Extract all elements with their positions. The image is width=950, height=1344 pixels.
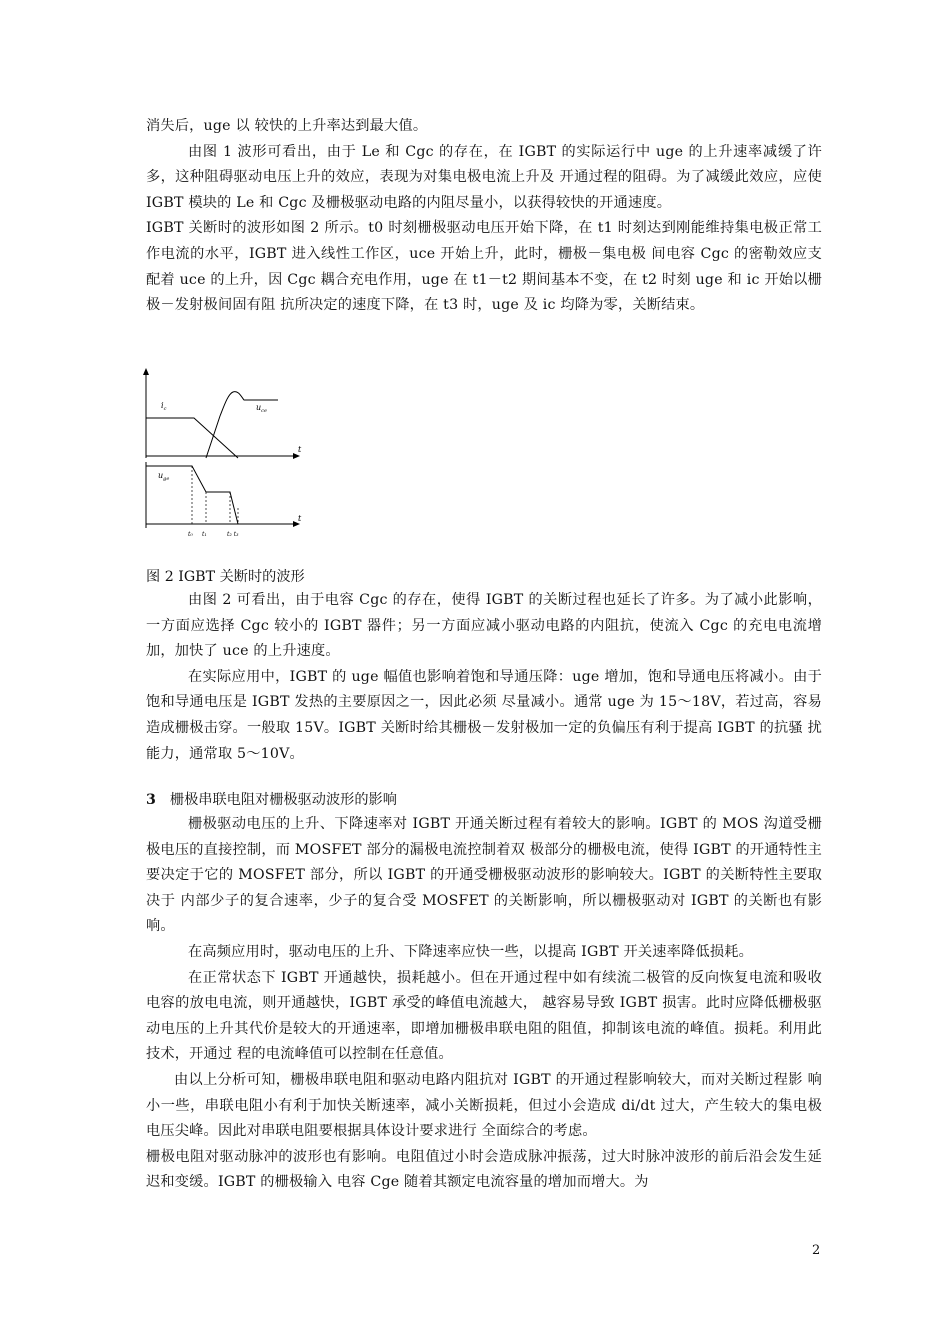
section-number: 3 (146, 792, 156, 808)
paragraph: 在实际应用中，IGBT 的 uge 幅值也影响着饱和导通压降：uge 增加，饱和导通电压将减小。由于饱和导通电压是 IGBT 发热的主要原因之一，因此必须 尽量减小。通常 uge 为 15～18V，若过高，容易造成栅极击穿。一般取 15V。IGBT 关断时给其栅极－发射极加一定的负偏压有利于提高 IGBT 的抗骚 扰能力，通常取 5～10V。 (146, 668, 822, 762)
uge-label: $u_{ge}$ (158, 471, 170, 482)
paragraph: 在高频应用时，驱动电压的上升、下降速率应快一些，以提高 IGBT 开关速率降低损耗。 (188, 943, 753, 960)
paragraph: 消失后，uge 以 较快的上升率达到最大值。 (146, 118, 428, 134)
figure-caption: 图 2 IGBT 关断时的波形 (146, 569, 305, 585)
paragraph: 由图 2 可看出，由于电容 Cgc 的存在，使得 IGBT 的关断过程也延长了许多。为了减小此影响，一方面应选择 Cgc 较小的 IGBT 器件；另一方面应减小驱动电路的内阻抗，使流入 Cgc 的充电电流增加，加快了 uce 的上升速度。 (146, 592, 822, 660)
section-heading (146, 788, 397, 814)
tick-t0: t₀ (188, 531, 193, 538)
paragraph-block-3 (146, 812, 822, 1196)
section-title-text: 栅极串联电阻对栅极驱动波形的影响 (169, 792, 397, 808)
paragraph: 由以上分析可知，栅极串联电阻和驱动电路内阻抗对 IGBT 的开通过程影响较大，而对关断过程影 响小一些，串联电阻小有利于加快关断速率，减小关断损耗，但过小会造成 di/dt 过大，产生较大的集电极电压尖峰。因此对串联电阻要根据具体设计要求进行 全面综合的考虑。 (146, 1071, 822, 1140)
uce-waveform (206, 392, 278, 458)
turnoff-waveform-figure (138, 366, 318, 542)
paragraph-block-1 (146, 114, 822, 319)
paragraph: IGBT 关断时的波形如图 2 所示。t0 时刻栅极驱动电压开始下降，在 t1 时刻达到刚能维持集电极正常工作电流的水平，IGBT 进入线性工作区，uce 开始上升，此时，栅极－集电极 间电容 Cgc 的密勒效应支配着 uce 的上升，因 Cgc 耦合充电作用，uge 在 t1－t2 期间基本不变，在 t2 时刻 uge 和 ic 开始以栅极－发射极间固有阻 抗所决定的速度下降，在 t3 时，uge 及 ic 均降为零，关断结束。 (146, 220, 822, 314)
paragraph-block-2 (146, 588, 822, 767)
ic-label: $i_c$ (161, 401, 167, 412)
tick-t2-t3: t₂ t₃ (227, 531, 239, 538)
bottom-t-label: t (298, 514, 302, 523)
paragraph: 栅极电阻对驱动脉冲的波形也有影响。电阻值过小时会造成脉冲振荡，过大时脉冲波形的前后沿会发生延迟和变缓。IGBT 的栅极输入 电容 Cge 随着其额定电流容量的增加而增大。为 (146, 1148, 822, 1191)
paragraph: 由图 1 波形可看出，由于 Le 和 Cgc 的存在，在 IGBT 的实际运行中 uge 的上升速率减缓了许多，这种阻碍驱动电压上升的效应，表现为对集电极电流上升及 开通过程的阻碍。为了减缓此效应，应使 IGBT 模块的 Le 和 Cgc 及栅极驱动电路的内阻尽量小，以获得较快的开通速度。 (146, 143, 822, 211)
top-t-label: t (298, 445, 302, 454)
uce-label: $u_{ce}$ (256, 403, 267, 414)
ic-waveform (146, 418, 238, 458)
page-number: 2 (812, 1243, 821, 1258)
waveform-diagram (138, 366, 318, 542)
paragraph: 栅极驱动电压的上升、下降速率对 IGBT 开通关断过程有着较大的影响。IGBT 的 MOS 沟道受栅极电压的直接控制，而 MOSFET 部分的漏极电流控制着双 极部分的栅极电流，使得 IGBT 的开通特性主要决定于它的 MOSFET 部分，所以 IGBT 的开通受栅极驱动波形的影响较大。IGBT 的关断特性主要取决于 内部少子的复合速率，少子的复合受 MOSFET 的关断影响，所以栅极驱动对 IGBT 的关断也有影响。 (146, 816, 822, 935)
paragraph: 在正常状态下 IGBT 开通越快，损耗越小。但在开通过程中如有续流二极管的反向恢复电流和吸收电容的放电电流，则开通越快，IGBT 承受的峰值电流越大， 越容易导致 IGBT 损害。此时应降低栅极驱动电压的上升其代价是较大的开通速率，即增加栅极串联电阻的阻值，抑制该电流的峰值。损耗。利用此技术，开通过 程的电流峰值可以控制在任意值。 (146, 969, 822, 1063)
top-y-arrow (143, 368, 149, 375)
tick-t1: t₁ (202, 531, 207, 538)
